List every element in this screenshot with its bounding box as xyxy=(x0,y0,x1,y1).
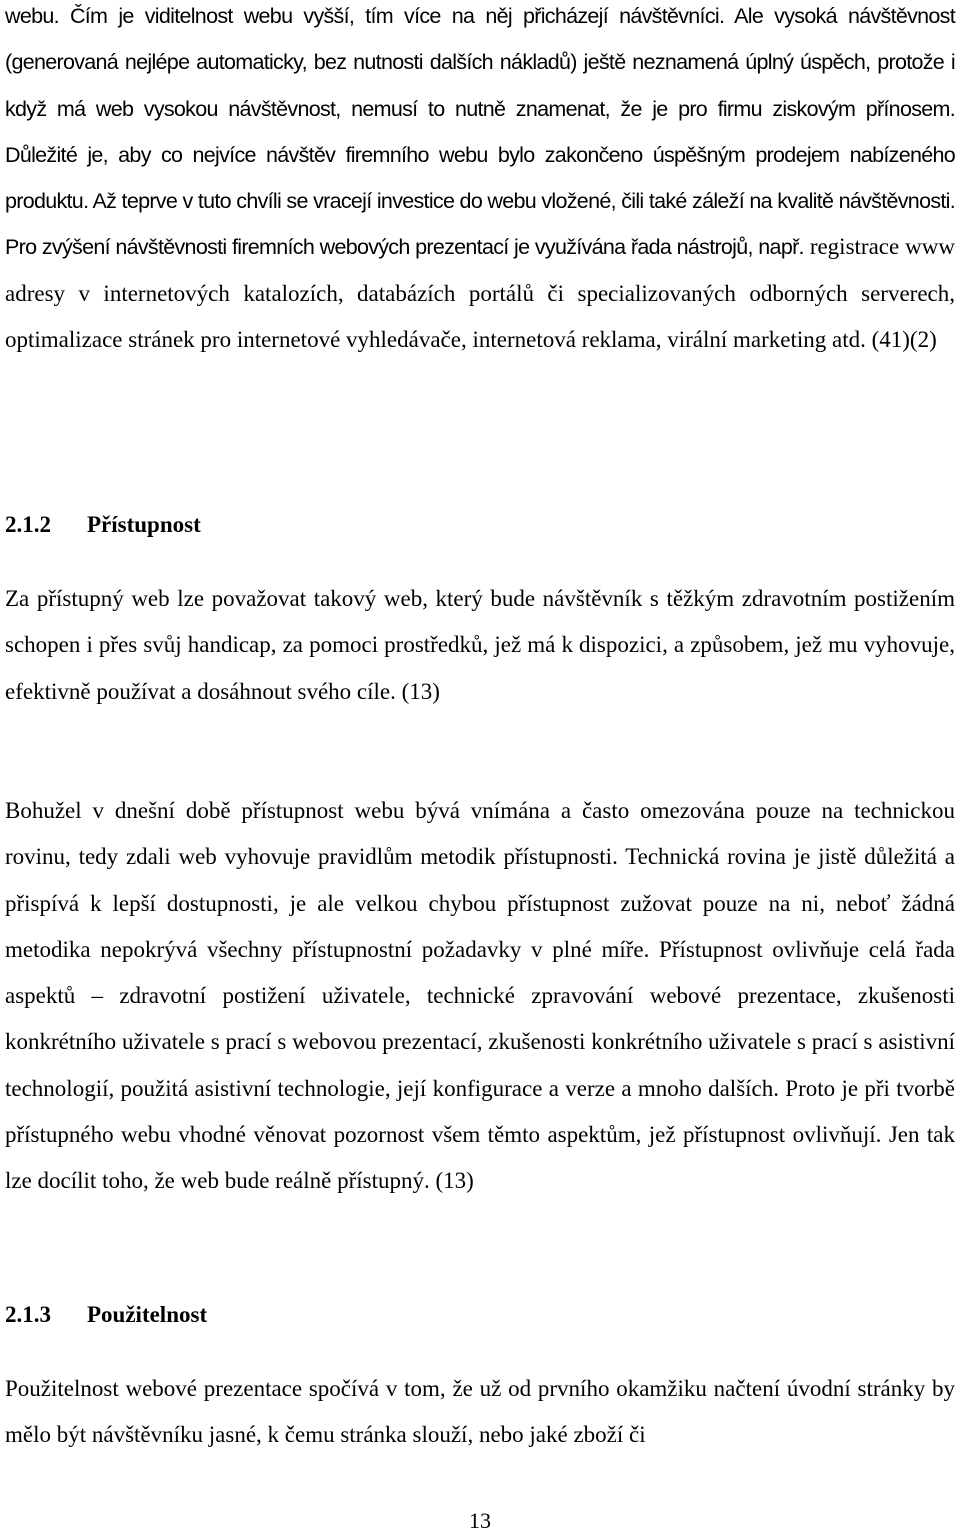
section-number: 2.1.2 xyxy=(5,512,51,537)
paragraph-visitor-traffic xyxy=(5,0,955,363)
section-title: Použitelnost xyxy=(87,1302,208,1327)
paragraph-accessibility-definition: Za přístupný web lze považovat takový web, který bude návštěvník s těžkým zdravotním postižením schopen i přes svůj handicap, za pomoci prostředků, jež má k dispozici, a způsobem, jež mu vyhovuje, efektivně používat a dosáhnout svého cíle. (13) xyxy=(5,586,955,704)
page-number: 13 xyxy=(469,1508,491,1533)
section-heading-accessibility xyxy=(5,510,201,540)
section-number: 2.1.3 xyxy=(5,1302,51,1327)
paragraph-traffic-serif-part: registrace www adresy v internetových katalozích, databázích portálů či specializovaných odborných serverech, optimalizace stránek pro internetové vyhledávače, internetová reklama, virální marketing atd. (41)(2) xyxy=(5,234,956,353)
paragraph-traffic-sans-part: webu. Čím je viditelnost webu vyšší, tím více na něj přicházejí návštěvníci. Ale vysoká návštěvnost (generovaná nejlépe automaticky, bez nutnosti dalších nákladů) ještě neznamená úplný úspěch, protože i když má web vysokou návštěvnost, nemusí to nutně znamenat, že je pro firmu ziskovým přínosem. Důležité je, aby co nejvíce návštěv firemního webu bylo zakončeno úspěšným prodejem nabízeného produktu. Až teprve v tuto chvíli se vracejí investice do webu vložené, čili také záleží na kvalitě návštěvnosti. Pro zvýšení návštěvnosti firemních webových prezentací je využívána řada nástrojů, např. xyxy=(5,4,955,260)
section-heading-usability xyxy=(5,1300,207,1330)
paragraph-accessibility-aspects: Bohužel v dnešní době přístupnost webu bývá vnímána a často omezována pouze na technickou rovinu, tedy zdali web vyhovuje pravidlům metodik přístupnosti. Technická rovina je jistě důležitá a přispívá k lepší dostupnosti, je ale velkou chybou přístupnost zužovat pouze na ni, neboť žádná metodika nepokrývá všechny přístupnostní požadavky v plné míře. Přístupnost ovlivňuje celá řada aspektů – zdravotní postižení uživatele, technické zpravování webové prezentace, zkušenosti konkrétního uživatele s prací s webovou prezentací, zkušenosti konkrétního uživatele s prací s asistivní technologií, použitá asistivní technologie, její konfigurace a verze a mnoho dalších. Proto je při tvorbě přístupného webu vhodné věnovat pozornost všem těmto aspektům, jež přístupnost ovlivňují. Jen tak lze docílit toho, že web bude reálně přístupný. (13) xyxy=(5,798,955,1194)
paragraph-usability: Použitelnost webové prezentace spočívá v tom, že už od prvního okamžiku načtení úvodní stránky by mělo být návštěvníku jasné, k čemu stránka slouží, nebo jaké zboží či xyxy=(5,1376,955,1448)
section-title: Přístupnost xyxy=(87,512,201,537)
